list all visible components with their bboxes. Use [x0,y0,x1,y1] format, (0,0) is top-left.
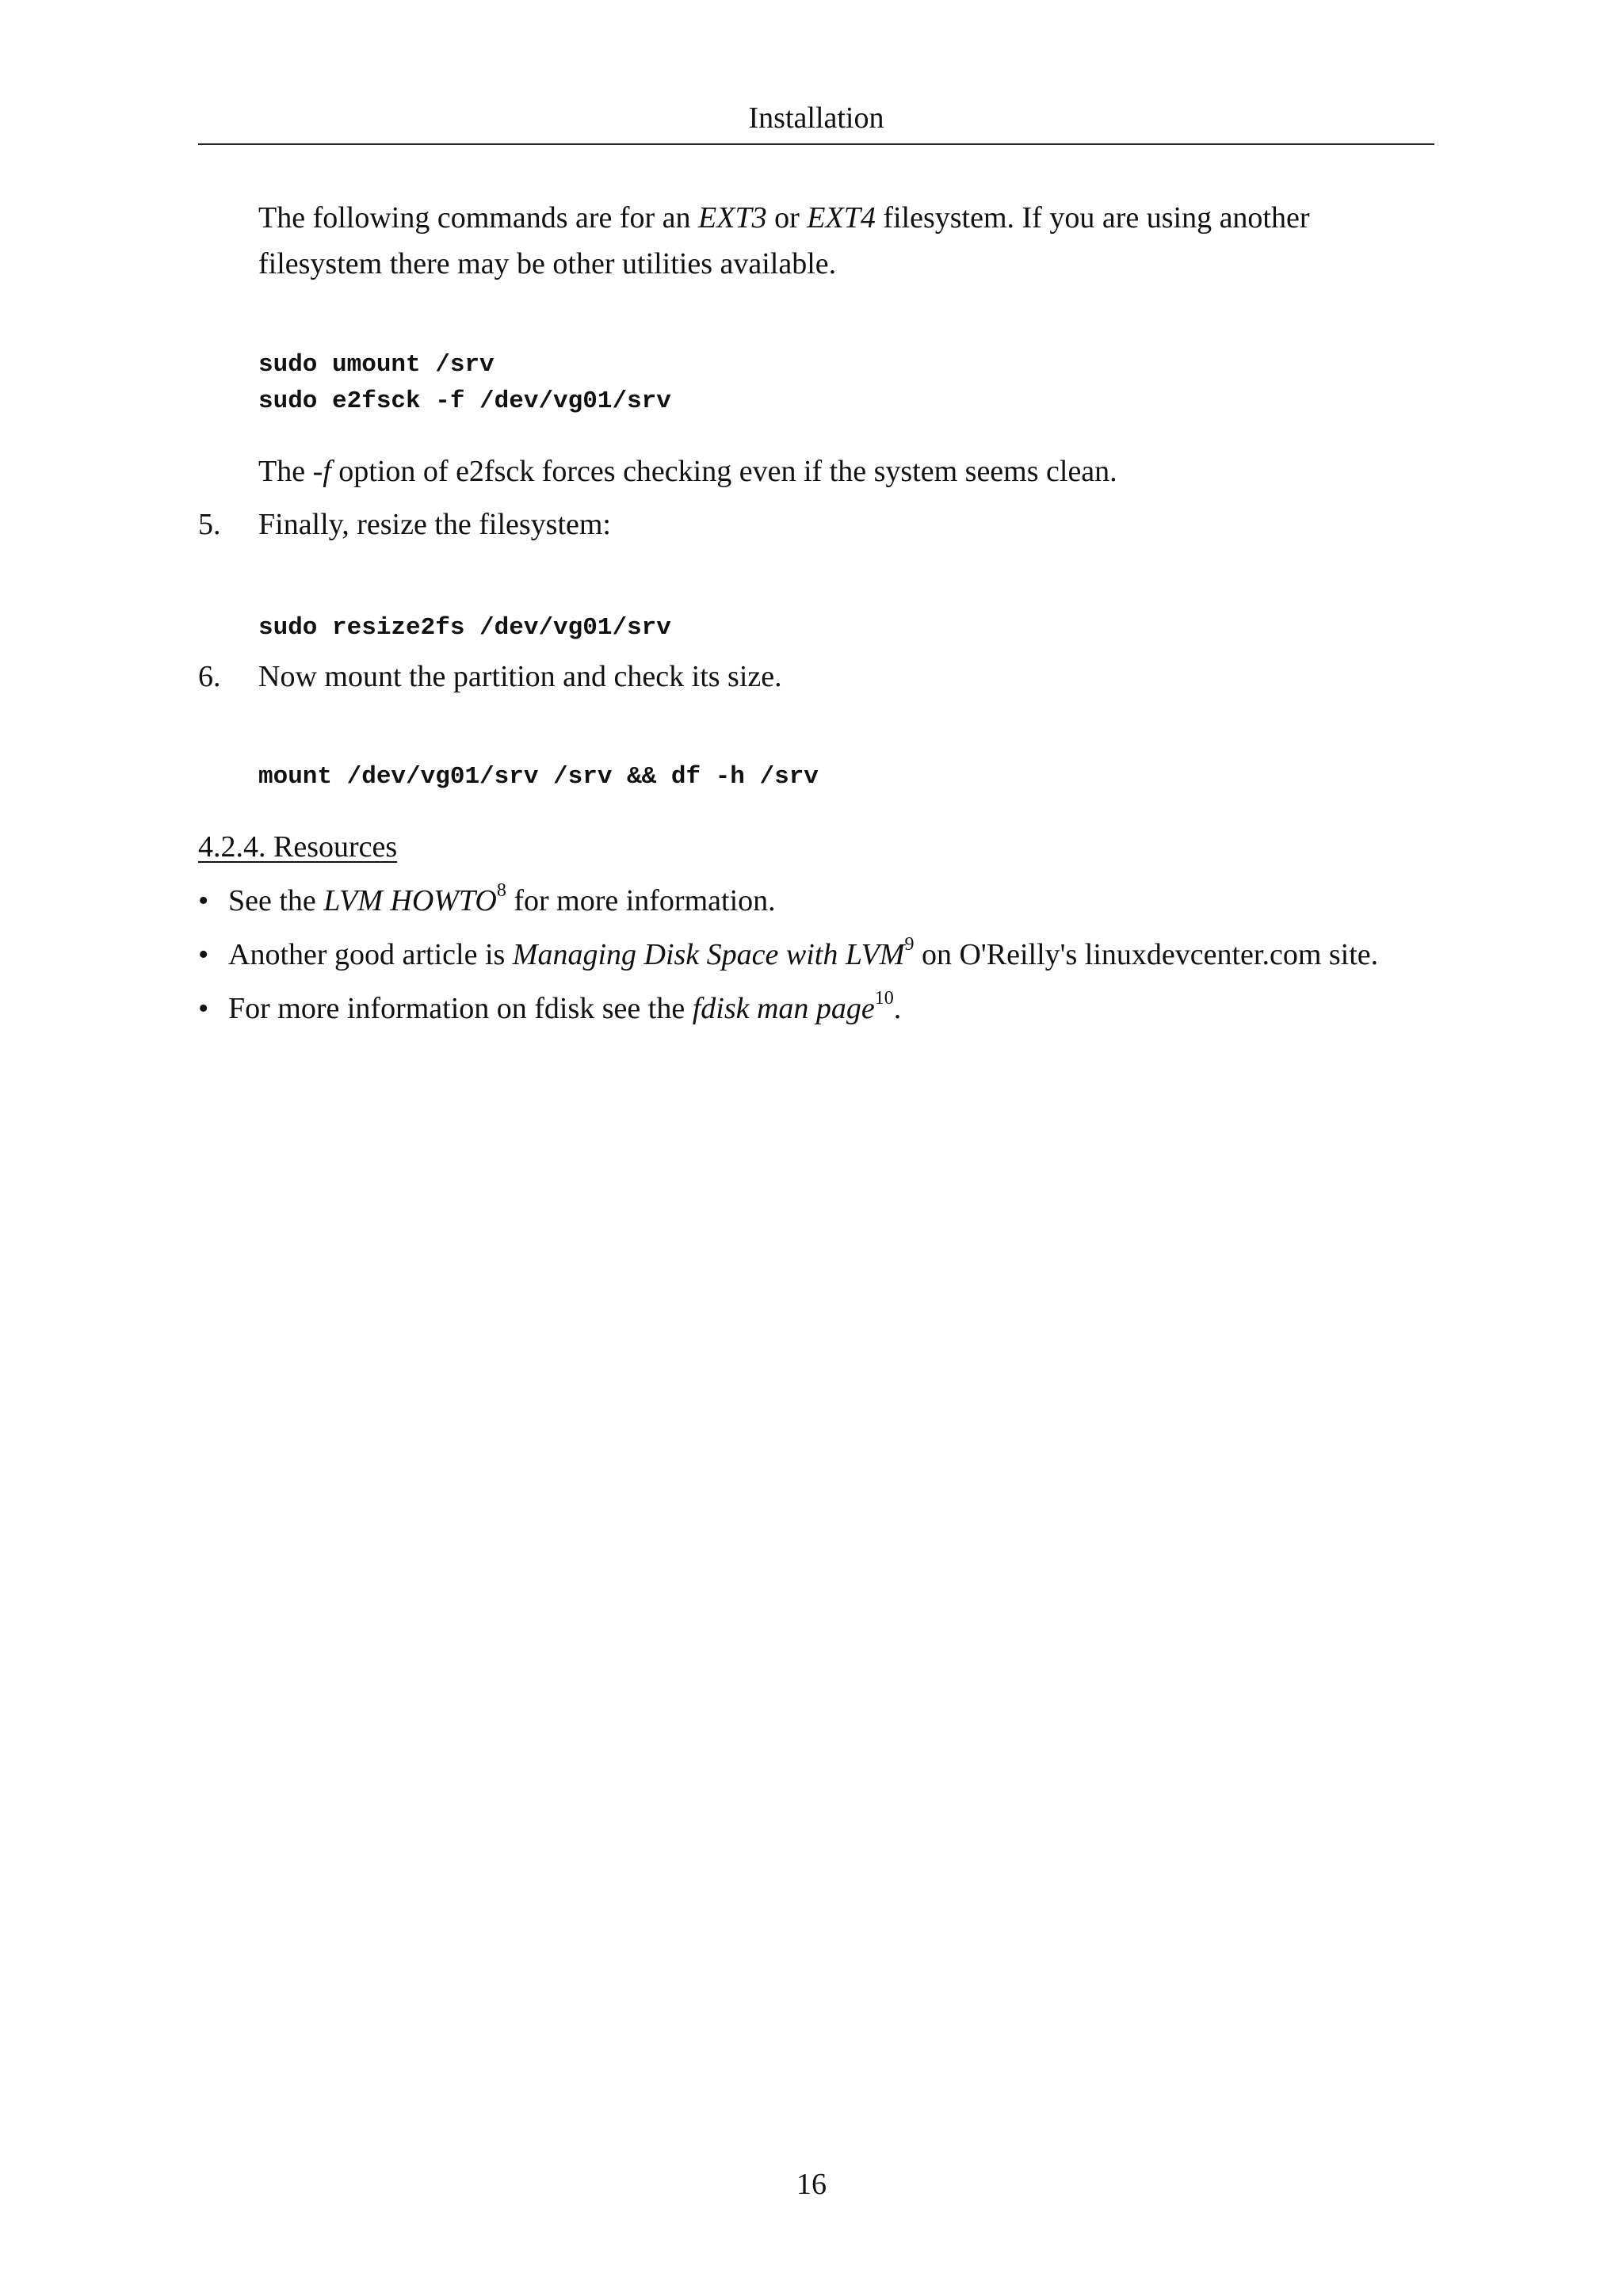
code-line-e2fsck: sudo e2fsck -f /dev/vg01/srv [258,387,671,415]
resource-text: . [893,992,902,1025]
ext3-term: EXT3 [698,201,767,235]
step-number-6: 6. [198,660,221,693]
step-number-5: 5. [198,508,221,541]
bullet: • [198,884,209,917]
intro-text: filesystem. If you are using another [875,201,1310,235]
lvm-howto-link[interactable]: LVM HOWTO [323,884,497,917]
resource-item-managing-disk-space [198,932,1378,978]
resource-text: See the [228,884,324,917]
footnote-ref-9[interactable]: 9 [904,934,915,955]
resource-text: Another good article is [228,938,513,971]
resource-text: For more information on fdisk see the [228,992,693,1025]
header-rule [198,143,1434,145]
footnote-ref-8[interactable]: 8 [496,880,506,902]
bullet: • [198,938,209,971]
code-line-resize2fs: sudo resize2fs /dev/vg01/srv [258,614,671,642]
note-text: option of e2fsck forces checking even if the system seems clean. [330,455,1117,488]
code-line-mount: mount /dev/vg01/srv /srv && df -h /srv [258,763,819,791]
resource-item-fdisk-man-page [198,986,901,1032]
e2fsck-note [258,448,1117,494]
note-text: The [258,455,313,488]
section-heading-resources: 4.2.4. Resources [198,830,398,864]
footnote-ref-10[interactable]: 10 [874,988,894,1009]
intro-text: The following commands are for an [258,201,699,235]
managing-disk-space-link[interactable]: Managing Disk Space with LVM [512,938,905,971]
resource-item-lvm-howto [198,878,776,924]
intro-paragraph-line-2: filesystem there may be other utilities available. [258,247,837,280]
resource-text: for more information. [506,884,776,917]
intro-text: or [766,201,808,235]
code-line-umount: sudo umount /srv [258,351,495,379]
running-header: Installation [748,101,884,135]
option-flag: -f [312,455,331,488]
ext4-term: EXT4 [807,201,876,235]
step-text-5: Finally, resize the filesystem: [258,508,611,541]
fdisk-man-page-link[interactable]: fdisk man page [692,992,875,1025]
step-text-6: Now mount the partition and check its size. [258,660,782,693]
intro-paragraph-line-1 [258,195,1310,241]
page-number: 16 [796,2168,827,2201]
bullet: • [198,992,209,1025]
resource-text: on O'Reilly's linuxdevcenter.com site. [914,938,1379,971]
